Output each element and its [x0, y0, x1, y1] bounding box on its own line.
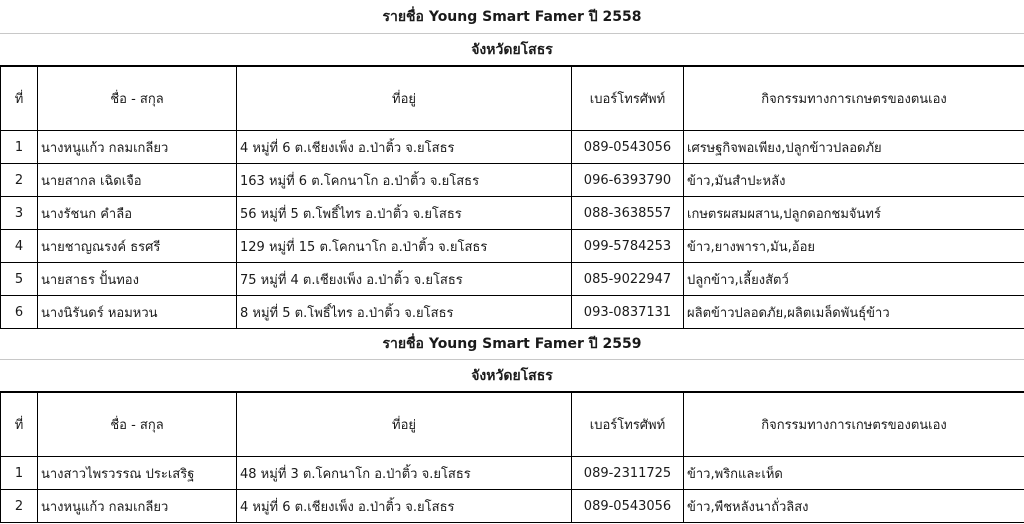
cell-no: 1	[1, 457, 38, 490]
cell-name: นางหนูแก้ว กลมเกลียว	[38, 131, 237, 164]
table-row	[1, 457, 1024, 490]
table-row	[1, 296, 1024, 329]
cell-address: 4 หมู่ที่ 6 ต.เชียงเพ็ง อ.ป่าติ้ว จ.ยโสธร	[237, 490, 572, 523]
cell-activity: เศรษฐกิจพอเพียง,ปลูกข้าวปลอดภัย	[684, 131, 1024, 164]
header-address: ที่อยู่	[237, 393, 572, 457]
cell-address: 75 หมู่ที่ 4 ต.เชียงเพ็ง อ.ป่าติ้ว จ.ยโสธร	[237, 263, 572, 296]
cell-address: 4 หมู่ที่ 6 ต.เชียงเพ็ง อ.ป่าติ้ว จ.ยโสธร	[237, 131, 572, 164]
cell-phone: 099-5784253	[572, 230, 684, 263]
cell-phone: 085-9022947	[572, 263, 684, 296]
table-row	[1, 230, 1024, 263]
cell-phone: 089-2311725	[572, 457, 684, 490]
cell-no: 3	[1, 197, 38, 230]
header-no: ที่	[1, 393, 38, 457]
cell-activity: ปลูกข้าว,เลี้ยงสัตว์	[684, 263, 1024, 296]
cell-no: 2	[1, 164, 38, 197]
table-row	[1, 131, 1024, 164]
section-title-text: รายชื่อ Young Smart Famer ปี 2558	[382, 8, 642, 25]
cell-no: 4	[1, 230, 38, 263]
cell-phone: 089-0543056	[572, 490, 684, 523]
cell-no: 6	[1, 296, 38, 329]
cell-phone: 093-0837131	[572, 296, 684, 329]
table-row	[1, 263, 1024, 296]
section-2559-province	[0, 360, 1024, 392]
cell-address: 129 หมู่ที่ 15 ต.โคกนาโก อ.ป่าติ้ว จ.ยโสธร	[237, 230, 572, 263]
cell-phone: 088-3638557	[572, 197, 684, 230]
cell-address: 8 หมู่ที่ 5 ต.โพธิ์ไทร อ.ป่าติ้ว จ.ยโสธร	[237, 296, 572, 329]
cell-activity: ผลิตข้าวปลอดภัย,ผลิตเมล็ดพันธุ์ข้าว	[684, 296, 1024, 329]
table-2558	[0, 66, 1024, 329]
cell-no: 5	[1, 263, 38, 296]
cell-name: นางหนูแก้ว กลมเกลียว	[38, 490, 237, 523]
cell-phone: 096-6393790	[572, 164, 684, 197]
cell-address: 56 หมู่ที่ 5 ต.โพธิ์ไทร อ.ป่าติ้ว จ.ยโสธร	[237, 197, 572, 230]
cell-phone: 089-0543056	[572, 131, 684, 164]
cell-name: นายชาญณรงค์ ธรศรี	[38, 230, 237, 263]
cell-activity: ข้าว,พืชหลังนาถั่วลิสง	[684, 490, 1024, 523]
cell-activity: ข้าว,ยางพารา,มัน,อ้อย	[684, 230, 1024, 263]
table-2559	[0, 392, 1024, 523]
header-no: ที่	[1, 67, 38, 131]
cell-name: นางสาวไพรวรรณ ประเสริฐ	[38, 457, 237, 490]
header-phone: เบอร์โทรศัพท์	[572, 67, 684, 131]
province-text: จังหวัดยโสธร	[471, 367, 553, 384]
cell-activity: ข้าว,พริกและเห็ด	[684, 457, 1024, 490]
cell-name: นางนิรันดร์ หอมหวน	[38, 296, 237, 329]
cell-address: 163 หมู่ที่ 6 ต.โคกนาโก อ.ป่าติ้ว จ.ยโสธร	[237, 164, 572, 197]
header-name: ชื่อ - สกุล	[38, 393, 237, 457]
header-activity: กิจกรรมทางการเกษตรของตนเอง	[684, 393, 1024, 457]
header-address: ที่อยู่	[237, 67, 572, 131]
table-row	[1, 490, 1024, 523]
cell-activity: เกษตรผสมผสาน,ปลูกดอกชมจันทร์	[684, 197, 1024, 230]
cell-activity: ข้าว,มันสำปะหลัง	[684, 164, 1024, 197]
section-2559-title	[0, 328, 1024, 360]
table-row	[1, 197, 1024, 230]
cell-no: 2	[1, 490, 38, 523]
header-name: ชื่อ - สกุล	[38, 67, 237, 131]
cell-name: นายสากล เฉิดเจือ	[38, 164, 237, 197]
table-header-row	[1, 393, 1024, 457]
cell-name: นายสาธร ปั้นทอง	[38, 263, 237, 296]
header-phone: เบอร์โทรศัพท์	[572, 393, 684, 457]
cell-no: 1	[1, 131, 38, 164]
cell-address: 48 หมู่ที่ 3 ต.โคกนาโก อ.ป่าติ้ว จ.ยโสธร	[237, 457, 572, 490]
section-2558-province	[0, 34, 1024, 66]
cell-name: นางรัชนก คำลือ	[38, 197, 237, 230]
section-title-text: รายชื่อ Young Smart Famer ปี 2559	[382, 335, 642, 352]
table-header-row	[1, 67, 1024, 131]
table-row	[1, 164, 1024, 197]
header-activity: กิจกรรมทางการเกษตรของตนเอง	[684, 67, 1024, 131]
section-2558-title	[0, 0, 1024, 34]
province-text: จังหวัดยโสธร	[471, 41, 553, 58]
